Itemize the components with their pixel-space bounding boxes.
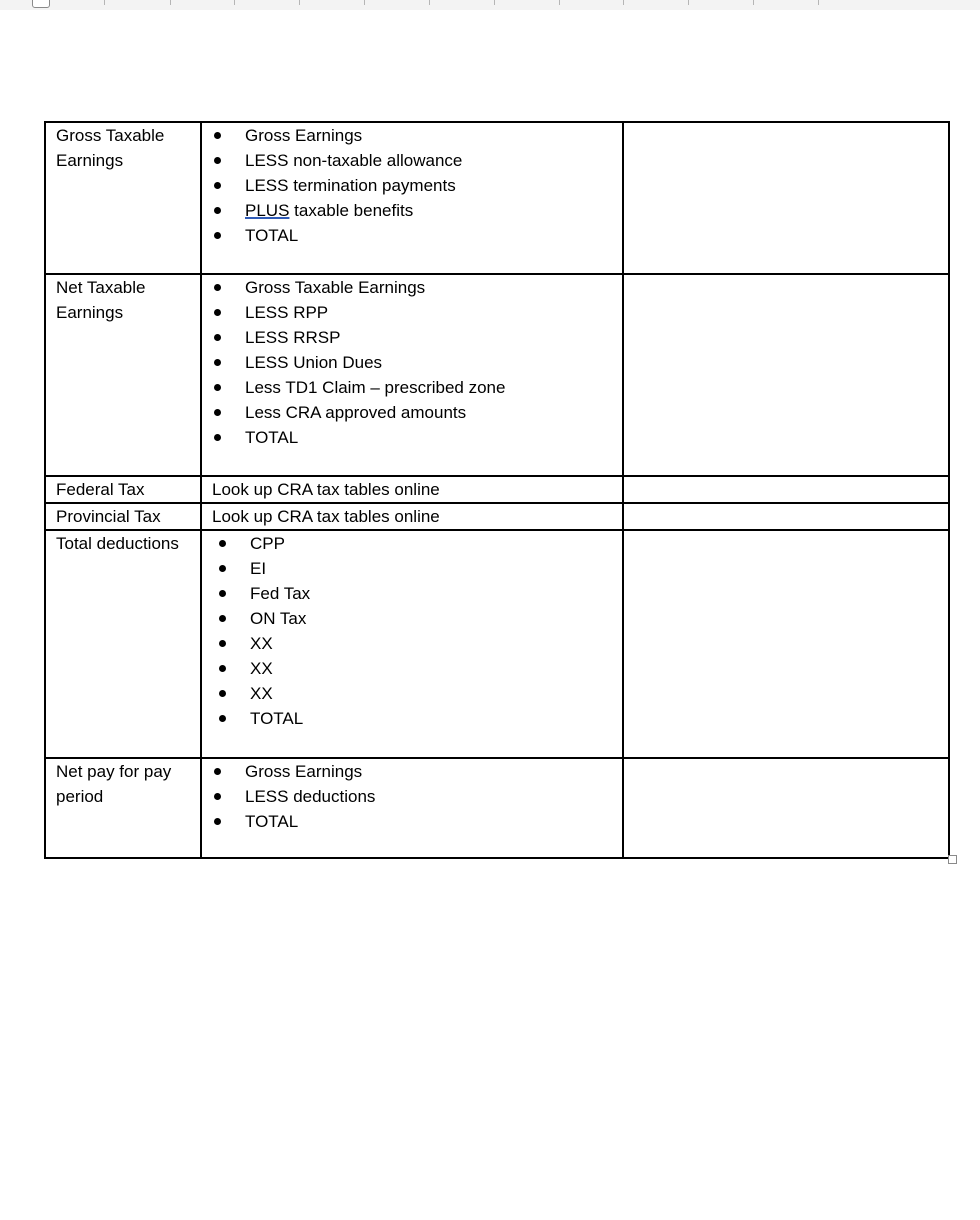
- row-content[interactable]: [201, 758, 623, 858]
- list-item: Gross Taxable Earnings: [212, 275, 622, 300]
- table-row: [45, 503, 949, 530]
- list-item: TOTAL: [212, 809, 622, 834]
- spellcheck-word: PLUS: [245, 201, 290, 220]
- table-row: [45, 122, 949, 274]
- list-item: PLUS taxable benefits: [212, 198, 622, 223]
- row-content[interactable]: Look up CRA tax tables online: [201, 503, 623, 530]
- table-row: [45, 758, 949, 858]
- list-item: Less TD1 Claim – prescribed zone: [212, 375, 622, 400]
- list-item: LESS deductions: [212, 784, 622, 809]
- list-item: TOTAL: [212, 223, 622, 248]
- row-label[interactable]: Total deductions: [45, 530, 201, 758]
- answer-cell[interactable]: [623, 530, 949, 758]
- answer-cell[interactable]: [623, 122, 949, 274]
- row-content[interactable]: [201, 530, 623, 758]
- row-label[interactable]: Net Taxable Earnings: [45, 274, 201, 476]
- list-item: XX: [212, 681, 622, 706]
- row-content[interactable]: [201, 274, 623, 476]
- list-item: LESS non-taxable allowance: [212, 148, 622, 173]
- list-item: EI: [212, 556, 622, 581]
- list-item: TOTAL: [212, 425, 622, 450]
- row-label[interactable]: Provincial Tax: [45, 503, 201, 530]
- answer-cell[interactable]: [623, 476, 949, 503]
- list-item: Fed Tax: [212, 581, 622, 606]
- list-item: LESS RPP: [212, 300, 622, 325]
- table-row: [45, 476, 949, 503]
- table-row: [45, 530, 949, 758]
- row-content[interactable]: Look up CRA tax tables online: [201, 476, 623, 503]
- row-content[interactable]: [201, 122, 623, 274]
- list-item: Gross Earnings: [212, 759, 622, 784]
- table-row: [45, 274, 949, 476]
- list-item: Gross Earnings: [212, 123, 622, 148]
- answer-cell[interactable]: [623, 274, 949, 476]
- list-item: XX: [212, 656, 622, 681]
- list-item: CPP: [212, 531, 622, 556]
- answer-cell[interactable]: [623, 758, 949, 858]
- row-label[interactable]: Net pay for pay period: [45, 758, 201, 858]
- list-item: LESS RRSP: [212, 325, 622, 350]
- ruler: [0, 0, 980, 10]
- payroll-table: [44, 121, 950, 859]
- list-item: TOTAL: [212, 706, 622, 731]
- list-item: XX: [212, 631, 622, 656]
- answer-cell[interactable]: [623, 503, 949, 530]
- list-item: LESS Union Dues: [212, 350, 622, 375]
- list-item: ON Tax: [212, 606, 622, 631]
- row-label[interactable]: Gross Taxable Earnings: [45, 122, 201, 274]
- tab-stop-selector[interactable]: [32, 0, 50, 8]
- list-item: LESS termination payments: [212, 173, 622, 198]
- row-label[interactable]: Federal Tax: [45, 476, 201, 503]
- table-resize-handle[interactable]: [948, 855, 957, 864]
- list-item: Less CRA approved amounts: [212, 400, 622, 425]
